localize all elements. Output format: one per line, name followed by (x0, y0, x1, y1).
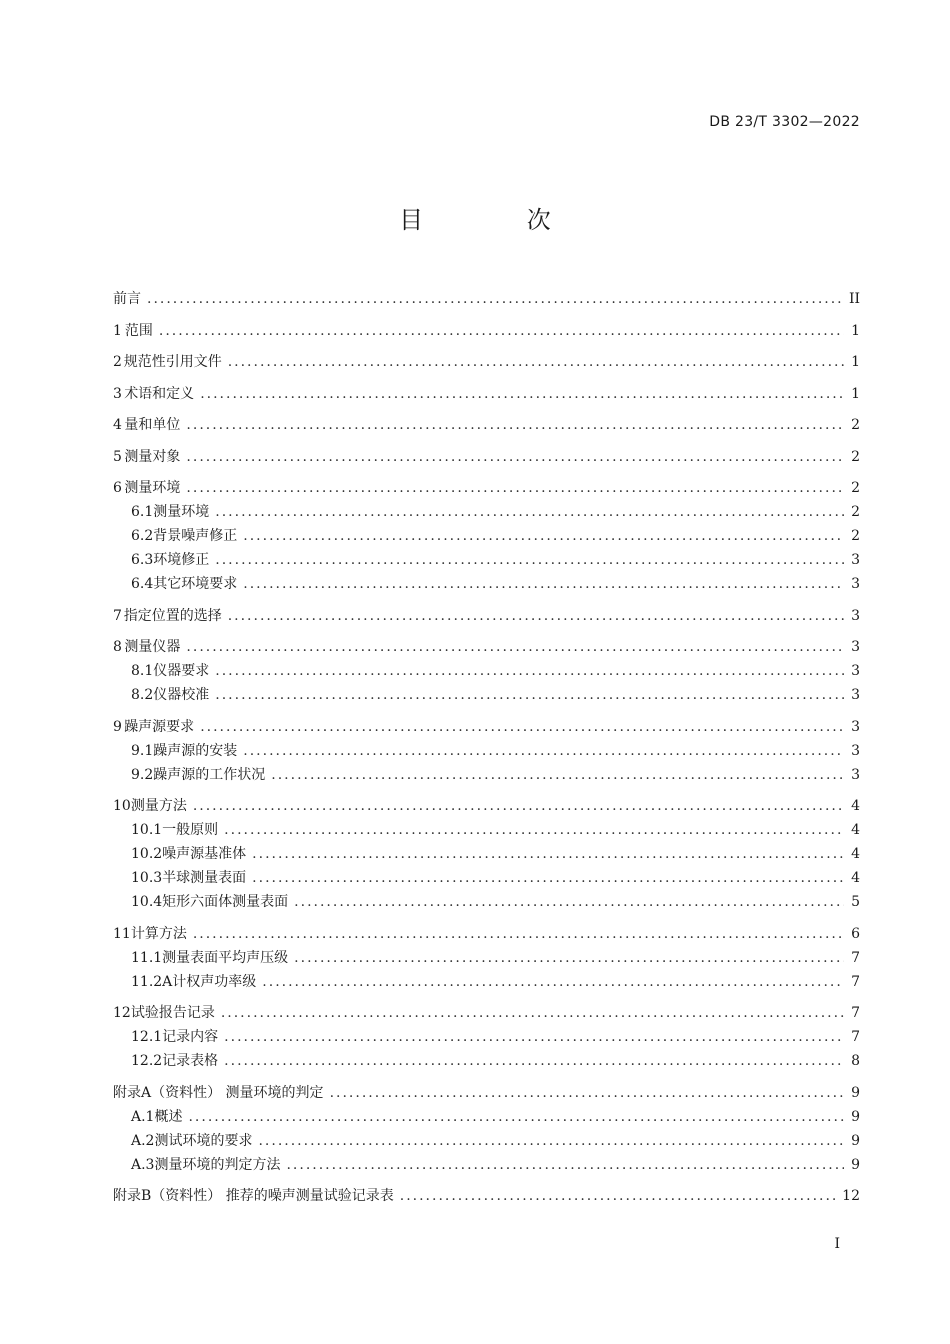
toc-entry-number: 6.4 (131, 576, 154, 592)
toc-entry-page: 7 (851, 1005, 860, 1021)
toc-entry-label: 附录A（资料性） 测量环境的判定 (113, 1084, 324, 1101)
toc-entry-page: 7 (851, 1029, 860, 1045)
dot-leader (262, 970, 844, 994)
toc-entry-number: 9 (113, 718, 122, 735)
toc-entry[interactable] (113, 635, 860, 659)
toc-entry-label: 记录表格 (162, 1053, 219, 1069)
toc-entry-page: 3 (851, 639, 860, 655)
toc-entry-label: 量和单位 (124, 417, 181, 433)
toc-entry[interactable] (113, 1001, 860, 1025)
toc-entry-number: 6.2 (131, 528, 154, 544)
toc-entry-label: 躁声源要求 (124, 718, 195, 735)
dot-leader (186, 445, 844, 469)
toc-entry-label: 躁声源的工作状况 (153, 766, 266, 783)
toc-entry-label: 仪器要求 (153, 663, 210, 679)
toc-entry-number: 10.3 (131, 870, 163, 886)
toc-subentry[interactable] (113, 572, 860, 596)
toc-subentry[interactable] (113, 763, 860, 787)
toc-entry-label: 附录B（资料性） 推荐的噪声测量试验记录表 (113, 1188, 394, 1204)
toc-entry[interactable] (113, 715, 860, 739)
toc-entry-number: 9.2 (131, 766, 154, 783)
toc-entry-label: 测量表面平均声压级 (162, 949, 289, 966)
toc-entry-number: 12 (113, 1005, 131, 1021)
toc-subentry[interactable] (113, 842, 860, 866)
toc-entry-page: 2 (851, 480, 860, 496)
toc-entry-number: 6.1 (131, 504, 154, 520)
dot-leader (200, 382, 844, 406)
toc-entry-label: 测量方法 (130, 798, 187, 814)
toc-subentry[interactable] (113, 1025, 860, 1049)
toc-entry-label: 测量对象 (124, 448, 181, 465)
toc-entry[interactable] (113, 445, 860, 469)
toc-subentry[interactable] (113, 1129, 860, 1153)
dot-leader (330, 1081, 844, 1105)
toc-subentry[interactable] (113, 548, 860, 572)
toc-entry-page: 4 (851, 798, 860, 814)
toc-entry-page: 3 (851, 742, 860, 759)
dot-leader (147, 287, 843, 311)
toc-entry-number: 6.3 (131, 552, 154, 568)
toc-subentry[interactable] (113, 524, 860, 548)
toc-entry-page: 9 (851, 1132, 860, 1149)
toc-subentry[interactable] (113, 818, 860, 842)
toc-entry-page: 9 (851, 1108, 860, 1125)
dot-leader (159, 319, 844, 343)
toc-entry-label: 概述 (154, 1108, 183, 1125)
toc-entry-number: 10.2 (131, 846, 163, 862)
toc-entry-label: 背景噪声修正 (153, 528, 238, 544)
toc-entry[interactable] (113, 1081, 860, 1105)
toc-subentry[interactable] (113, 946, 860, 970)
dot-leader (200, 715, 844, 739)
toc-entry[interactable] (113, 319, 860, 343)
toc-entry-label: A计权声功率级 (162, 973, 257, 990)
toc-entry-number: 7 (113, 607, 122, 624)
dot-leader (294, 946, 844, 970)
toc-entry[interactable] (113, 287, 860, 311)
dot-leader (228, 350, 844, 374)
toc-entry-number: 8.2 (131, 687, 154, 703)
dot-leader (271, 763, 844, 787)
toc-entry-page: 3 (851, 663, 860, 679)
dot-leader (186, 476, 844, 500)
toc-entry-number: 3 (113, 385, 122, 402)
document-code: DB 23/T 3302—2022 (709, 114, 860, 130)
toc-entry-number: 12.2 (131, 1053, 163, 1069)
toc-subentry[interactable] (113, 1153, 860, 1177)
dot-leader (228, 604, 844, 628)
toc-entry-page: 3 (851, 687, 860, 703)
toc-entry[interactable] (113, 350, 860, 374)
dot-leader (224, 1049, 844, 1073)
toc-entry-label: 指定位置的选择 (123, 607, 222, 624)
toc-subentry[interactable] (113, 1105, 860, 1129)
toc-entry-number: 12.1 (131, 1029, 163, 1045)
dot-leader (186, 635, 844, 659)
toc-entry-number: 5 (113, 448, 122, 465)
toc-entry[interactable] (113, 1184, 860, 1208)
toc-entry[interactable] (113, 604, 860, 628)
toc-subentry[interactable] (113, 970, 860, 994)
toc-entry-label: 记录内容 (162, 1029, 219, 1045)
toc-entry[interactable] (113, 794, 860, 818)
toc-entry-label: 测量环境的判定方法 (154, 1156, 281, 1173)
toc-entry-page: 2 (851, 504, 860, 520)
toc-entry-label: 噪声源基准体 (162, 846, 247, 862)
toc-entry-number: A.3 (131, 1156, 155, 1173)
dot-leader (243, 739, 844, 763)
dot-leader (258, 1129, 844, 1153)
dot-leader (224, 1025, 844, 1049)
page-number: I (834, 1236, 840, 1252)
toc-entry-label: 躁声源的安装 (153, 742, 238, 759)
toc-entry-page: 8 (851, 1053, 860, 1069)
toc-entry-label: 规范性引用文件 (123, 354, 222, 370)
dot-leader (252, 842, 844, 866)
toc-entry-page: 7 (851, 949, 860, 966)
toc-entry-label: 前言 (113, 291, 141, 307)
toc-entry-number: A.1 (131, 1108, 155, 1125)
toc-entry-label: 环境修正 (153, 552, 210, 568)
toc-entry-page: 2 (851, 528, 860, 544)
dot-leader (193, 794, 844, 818)
toc-entry-number: 10.1 (131, 822, 163, 838)
toc-entry-page: 9 (851, 1156, 860, 1173)
toc-entry-page: 5 (851, 894, 860, 910)
toc-entry-page: 4 (851, 846, 860, 862)
toc-entry-page: 1 (851, 322, 860, 339)
toc-entry-label: 试验报告记录 (130, 1005, 215, 1021)
toc-entry-page: 3 (851, 607, 860, 624)
toc-subentry[interactable] (113, 890, 860, 914)
toc-entry-page: 4 (851, 822, 860, 838)
toc-subentry[interactable] (113, 500, 860, 524)
toc-entry-page: 3 (851, 552, 860, 568)
toc-entry-label: 测试环境的要求 (154, 1132, 253, 1149)
toc-entry-number: 2 (113, 354, 122, 370)
dot-leader (221, 1001, 844, 1025)
dot-leader (224, 818, 844, 842)
dot-leader (215, 500, 844, 524)
toc-entry-number: 10 (113, 798, 131, 814)
toc-entry-label: 一般原则 (162, 822, 219, 838)
dot-leader (215, 659, 844, 683)
toc-entry-number: A.2 (131, 1132, 155, 1149)
toc-entry-number: 4 (113, 417, 122, 433)
toc-entry-number: 10.4 (131, 894, 163, 910)
toc-entry-page: 12 (842, 1188, 860, 1204)
toc-subentry[interactable] (113, 1049, 860, 1073)
dot-leader (252, 866, 844, 890)
toc-entry-label: 矩形六面体测量表面 (162, 894, 289, 910)
dot-leader (215, 683, 844, 707)
toc-entry-label: 测量环境 (153, 504, 210, 520)
toc-entry-page: 1 (851, 354, 860, 370)
dot-leader (186, 413, 844, 437)
toc-entry[interactable] (113, 413, 860, 437)
toc-entry-label: 测量环境 (124, 480, 181, 496)
toc-subentry[interactable] (113, 659, 860, 683)
toc-entry-label: 术语和定义 (124, 385, 195, 402)
toc-entry-number: 11.2 (131, 973, 163, 990)
toc-entry-number: 6 (113, 480, 122, 496)
toc-entry[interactable] (113, 382, 860, 406)
dot-leader (400, 1184, 836, 1208)
dot-leader (193, 922, 844, 946)
toc-entry-page: 2 (851, 448, 860, 465)
toc-entry-page: 7 (851, 973, 860, 990)
toc-entry-number: 11.1 (131, 949, 163, 966)
dot-leader (243, 572, 844, 596)
page-title: 目 次 (399, 206, 599, 234)
toc-subentry[interactable] (113, 866, 860, 890)
dot-leader (286, 1153, 844, 1177)
dot-leader (243, 524, 844, 548)
toc-entry-label: 范围 (124, 322, 153, 339)
toc-entry-label: 仪器校准 (153, 687, 210, 703)
toc-subentry[interactable] (113, 683, 860, 707)
dot-leader (215, 548, 844, 572)
toc-entry-page: 1 (851, 385, 860, 402)
toc-entry-page: 3 (851, 576, 860, 592)
toc-entry-number: 8.1 (131, 663, 154, 679)
toc-entry-page: 2 (851, 417, 860, 433)
toc-entry-label: 其它环境要求 (153, 576, 238, 592)
toc-entry-label: 半球测量表面 (162, 870, 247, 886)
toc-entry-page: 3 (851, 766, 860, 783)
toc-entry-page: 6 (851, 925, 860, 942)
dot-leader (294, 890, 844, 914)
toc-entry-page: 4 (851, 870, 860, 886)
toc-entry-number: 1 (113, 322, 122, 339)
toc-entry-label: 测量仪器 (124, 639, 181, 655)
toc-entry-page: 3 (851, 718, 860, 735)
table-of-contents (113, 287, 860, 1208)
dot-leader (188, 1105, 844, 1129)
toc-entry-number: 9.1 (131, 742, 154, 759)
toc-subentry[interactable] (113, 739, 860, 763)
toc-entry-number: 11 (113, 925, 131, 942)
toc-entry-page: 9 (851, 1084, 860, 1101)
toc-entry-number: 8 (113, 639, 122, 655)
toc-entry-page: II (848, 291, 860, 307)
toc-entry[interactable] (113, 476, 860, 500)
toc-entry[interactable] (113, 922, 860, 946)
toc-entry-label: 计算方法 (130, 925, 187, 942)
